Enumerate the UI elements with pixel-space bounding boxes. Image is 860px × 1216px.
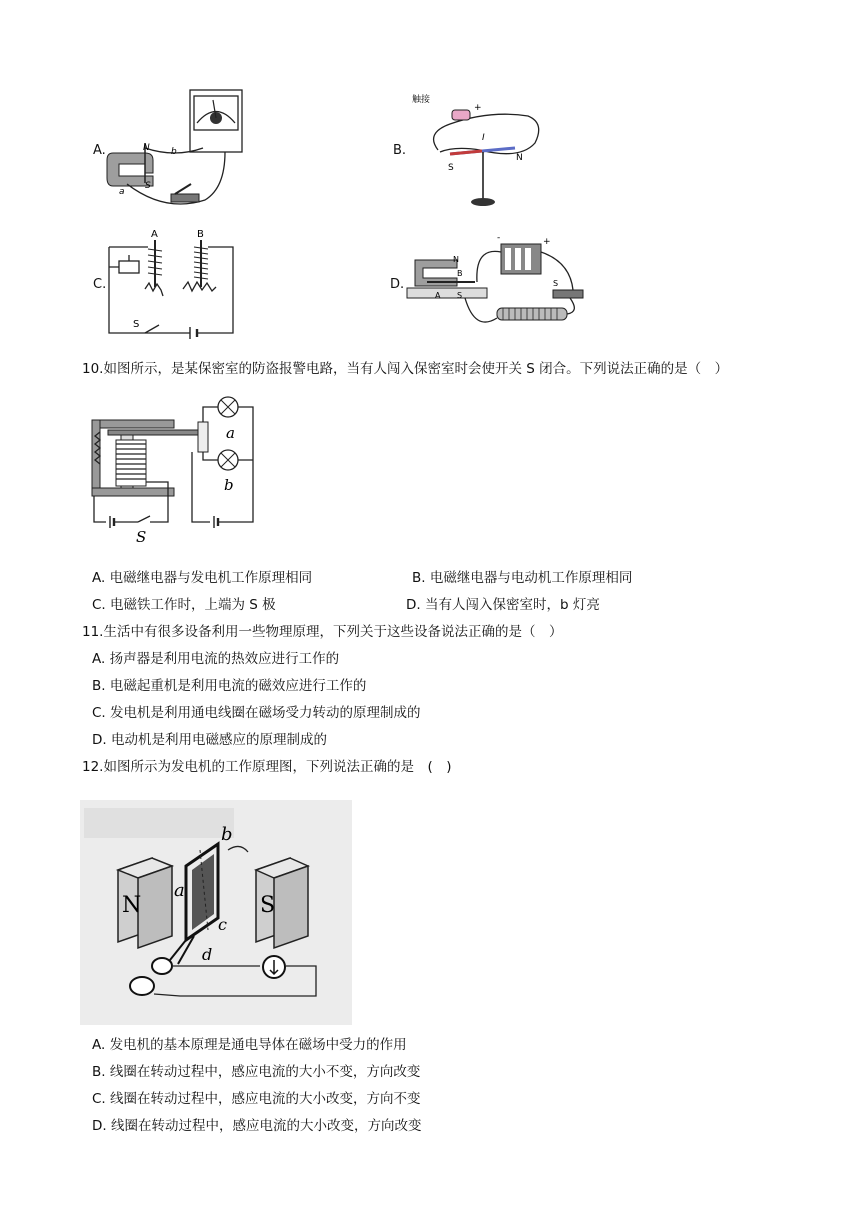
figB-S: S [448, 163, 454, 173]
q12-fig-label-a: a [174, 880, 185, 901]
figB-plus: + [474, 103, 482, 113]
figD-S: S [457, 291, 463, 300]
q9-option-d-label[interactable]: D. [390, 277, 405, 292]
q12-fig-label-c: c [218, 915, 227, 934]
figC-B: B [197, 229, 204, 240]
figD-A: A [435, 291, 441, 300]
q10-option-a[interactable]: A. 电磁继电器与发电机工作原理相同 [92, 570, 313, 586]
q10-option-d[interactable]: D. 当有人闯入保密室时，b 灯亮 [406, 597, 600, 613]
q10-option-c[interactable]: C. 电磁铁工作时，上端为 S 极 [92, 597, 276, 613]
q12-option-a[interactable]: A. 发电机的基本原理是通电导体在磁场中受力的作用 [92, 1037, 407, 1053]
figA-S: S [145, 181, 151, 191]
figC-S: S [133, 319, 140, 330]
q10-option-b[interactable]: B. 电磁继电器与电动机工作原理相同 [412, 570, 633, 586]
q12-fig-label-d: d [202, 945, 213, 964]
q9-figure-c [105, 225, 240, 340]
question-12-text: 12.如图所示为发电机的工作原理图，下列说法正确的是 ( ) [82, 759, 452, 775]
figD-S2: S [553, 279, 559, 288]
q9-option-c-label[interactable]: C. [93, 277, 107, 292]
q9-figure-a [105, 88, 255, 213]
q11-option-c[interactable]: C. 发电机是利用通电线圈在磁场受力转动的原理制成的 [92, 705, 421, 721]
q9-option-b-label[interactable]: B. [393, 143, 407, 158]
q11-option-d[interactable]: D. 电动机是利用电磁感应的原理制成的 [92, 732, 327, 748]
figD-B: B [457, 269, 463, 278]
q9-option-a-label[interactable]: A. [93, 143, 106, 158]
q10-fig-label-b: b [224, 476, 234, 494]
q11-option-b[interactable]: B. 电磁起重机是利用电流的磁效应进行工作的 [92, 678, 367, 694]
q12-fig-label-S: S [260, 893, 276, 918]
figD-minus: - [497, 233, 501, 243]
figA-b: b [171, 147, 177, 157]
q12-figure-generator [80, 800, 352, 1025]
q12-fig-label-b: b [221, 824, 233, 845]
q9-figure-b [410, 88, 550, 213]
q10-figure-alarm-circuit [88, 392, 258, 544]
q12-option-b[interactable]: B. 线圈在转动过程中，感应电流的大小不变，方向改变 [92, 1064, 421, 1080]
q12-option-c[interactable]: C. 线圈在转动过程中，感应电流的大小改变，方向不变 [92, 1091, 421, 1107]
figD-N: N [453, 255, 459, 264]
figB-I: I [482, 133, 485, 143]
figA-N: N [143, 143, 150, 153]
q12-fig-label-N: N [122, 893, 142, 918]
figD-plus: + [543, 237, 551, 247]
question-11-text: 11.生活中有很多设备利用一些物理原理，下列关于这些设备说法正确的是（ ） [82, 624, 563, 640]
q10-fig-label-a: a [226, 424, 235, 442]
figA-a: a [119, 187, 125, 197]
question-10-text: 10.如图所示，是某保密室的防盗报警电路，当有人闯入保密室时会使开关 S 闭合。下列说法正确的是（ ） [82, 361, 729, 377]
q12-option-d[interactable]: D. 线圈在转动过程中，感应电流的大小改变，方向改变 [92, 1118, 422, 1134]
q11-option-a[interactable]: A. 扬声器是利用电流的热效应进行工作的 [92, 651, 340, 667]
q9-figure-d [405, 232, 590, 342]
q10-fig-label-s: S [136, 528, 147, 546]
figB-N: N [516, 153, 523, 163]
figC-A: A [151, 229, 158, 240]
figB-touch: 触接 [412, 95, 431, 105]
